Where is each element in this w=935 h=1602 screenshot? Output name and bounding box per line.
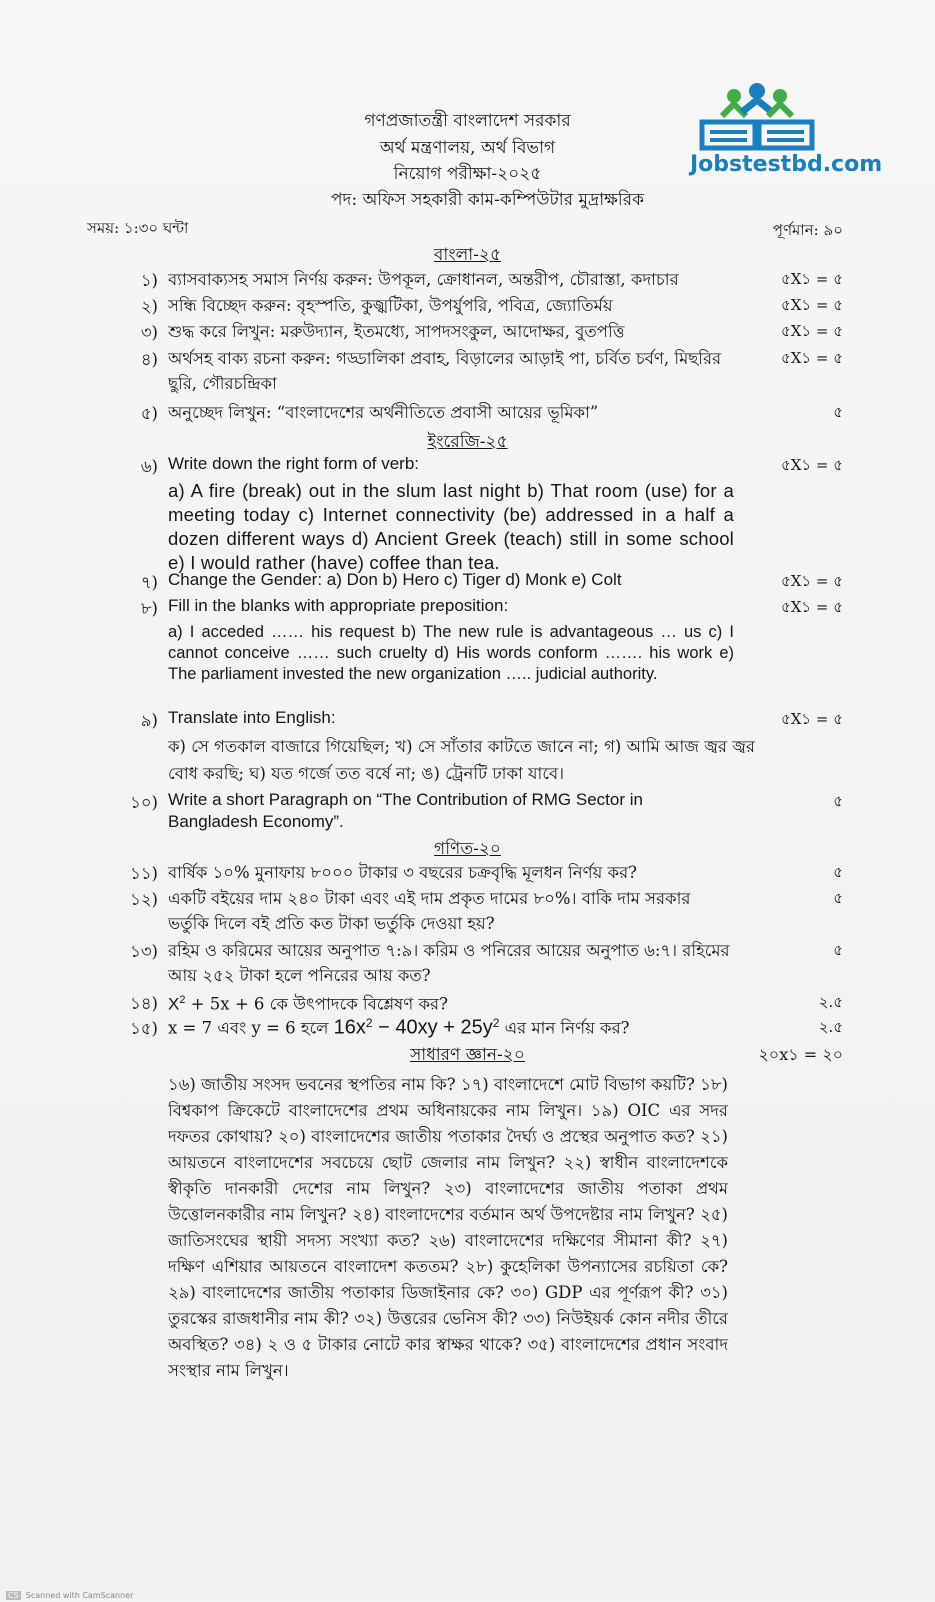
full-marks: পূর্ণমান: ৯০ [772,221,843,239]
section-english: ইংরেজি-২৫ [427,432,508,452]
section-gk: সাধারণ জ্ঞান-২০ [410,1045,525,1065]
camscanner-text: Scanned with CamScanner [25,1591,134,1600]
logo-text: Jobstestbd.com [690,152,883,177]
gk-paragraph: ১৬) জাতীয় সংসদ ভবনের স্থপতির নাম কি? ১৭) বাংলাদেশে মোট বিভাগ কয়টি? ১৮) বিশ্বকাপ ক্রিকেটে বাংলাদেশের প্রথম অধিনায়কের নাম লিখুন। ১৯) OIC এর সদর দফতর কোথায়? ২০) বাংলাদেশের জাতীয় পতাকার দৈর্ঘ্য ও প্রস্থের অনুপাত কত? ২১) আয়তনে বাংলাদেশের সবচেয়ে ছোট জেলার নাম লিখুন? ২২) স্বাধীন বাংলাদেশকে স্বীকৃতি দানকারী দেশের নাম লিখুন? ২৩) বাংলাদেশের জাতীয় পতাকা প্রথম উত্তোলনকারীর নাম লিখুন? ২৪) বাংলাদেশের বর্তমান অর্থ উপদেষ্টার নাম লিখুন? ২৫) জাতিসংঘের স্থায়ী সদস্য সংখ্যা কত? ২৬) বাংলাদেশের দক্ষিণের সীমানা কী? ২৭) দক্ষিণ এশিয়ার আয়তনে বাংলাদেশ কততম? ২৮) কুহেলিকা উপন্যাসের রচয়িতা কে? ২৯) বাংলাদেশের জাতীয় পতাকার ডিজাইনার কে? ৩০) GDP এর পূর্ণরূপ কী? ৩১) তুরস্কের রাজধানীর নাম কী? ৩২) উত্তরের ভেনিস কী? ৩৩) নিউইয়র্ক কোন নদীর তীরে অবস্থিত? ৩৪) ২ ও ৫ টাকার নোটে কার স্বাক্ষর থাকে? ৩৫) বাংলাদেশের প্রধান সংবাদ সংস্থার নাম লিখুন। [168,1075,728,1380]
section-bangla: বাংলা-২৫ [433,245,502,265]
question-6-items: a) A fire (break) out in the slum last night b) That room (use) for a meeting today c) Internet connectivity (be) addressed in a half a dozen different ways d) Ancient Greek (teach) still in some school e) I would rather (have) coffee than tea. [168,480,734,573]
gk-marks: ২০x১ = ২০ [758,1045,843,1064]
section-math: গণিত-২০ [434,839,501,859]
question-8-items: a) I acceded …… his request b) The new rule is advantageous … us c) I cannot conceive …… such cruelty d) His words conform ……. his work e) The parliament invested the new organization ….. judicial authority. [168,623,734,683]
exam-paper: Jobstestbd.com গণপ্রজাতন্ত্রী বাংলাদেশ সরকার অর্থ মন্ত্রণালয়, অর্থ বিভাগ নিয়োগ পরীক্ষা-২০২৫ পদ: অফিস সহকারী কাম-কম্পিউটার মুদ্রাক্ষরিক সময়: ১:৩০ ঘন্টা পূর্ণমান: ৯০ বাংলা-২৫ ১) ব্যাসবাক্যসহ সমাস নির্ণয় করুন: উপকূল, ক্রোধানল, অন্তরীপ, চৌরাস্তা, কদাচার ৫X১ = ৫ ২) সন্ধি বিচ্ছেদ করুন: বৃহস্পতি, কুজ্ঝটিকা, উপর্যুপরি, পবিত্র, জ্যোতির্ময় ৫X১ = ৫ ৩) শুদ্ধ করে লিখুন: মরুউদ্যান, ইতমধ্যে, সাপদসংকুল, আদোক্ষর, বুতপত্তি ৫X১ = ৫ ৪) অর্থসহ বাক্য রচনা করুন: গড্ডালিকা প্রবাহ, বিড়ালের আড়াই পা, চর্বিত চর্বণ, মিছরির ছুরি, গৌরচন্দ্রিকা ৫X১ = ৫ ৫) অনুচ্ছেদ লিখুন: “বাংলাদেশের অর্থনীতিতে প্রবাসী আয়ের ভূমিকা” ৫ ইংরেজি-২৫ ৬) Write down the right form of verb: ৫X১ = ৫ a) A fire (break) out in the slum last night b) That room (use) for a meeting today c) Internet connectivity (be) addressed in a half a dozen different ways d) Ancient Greek (teach) still in some school e) I would rather (have) coffee than tea. ৭) Change the Gender: a) Don b) Hero c) Tiger d) Monk e) Colt ৫X১ = ৫ ৮) Fill in the blanks with appropriate preposition: ৫X১ = ৫ a) I acceded …… his request b) The new rule is advantageous … us c) I cannot conceive …… such cruelty d) His words conform ……. his work e) The parliament invested the new organization ….. judicial authority. ৯) Translate into English: ৫X১ = ৫ ক) সে গতকাল বাজারে গিয়েছিল; খ) সে সাঁতার কাটতে জানে না; গ) আমি আজ জ্বর জ্বর বোধ করছি; ঘ) যত গর্জে তত বর্ষে না; ঙ) ট্রেনটি ঢাকা যাবে। ১০) Write a short Paragraph on “The Contribution of RMG Sector in Bangladesh Economy”. ৫ গণিত-২০ ১১) বার্ষিক ১০% মুনাফায় ৮০০০ টাকার ৩ বছরের চক্রবৃদ্ধি মূলধন নির্ণয় কর? ৫ ১২) একটি বইয়ের দাম ২৪০ টাকা এবং এই দাম প্রকৃত দামের ৮০%। বাকি দাম সরকার ভর্তুকি দিলে বই প্রতি কত টাকা ভর্তুকি দেওয়া হয়? ৫ ১৩) রহিম ও করিমের আয়ের অনুপাত ৭:৯। করিম ও পনিরের আয়ের অনুপাত ৬:৭। রহিমের আয় ২৫২ টাকা হলে পনিরের আয় কত? ৫ ১৪) $X^2 + 5x + 6$ কে উৎপাদকে বিশ্লেষণ কর? ২.৫ ১৫) x = 7 এবং y = 6 হলে $16x^2 - 40xy + 25y^2$ এর মান নির্ণয় কর? ২.৫ সাধারণ জ্ঞান-২০ ২০x১ = ২০ ১৬) জাতীয় সংসদ ভবনের স্থপতির নাম কি? ১৭) বাংলাদেশে মোট বিভাগ কয়টি? ১৮) বিশ্বকাপ ক্রিকেটে বাংলাদেশের প্রথম অধিনায়কের নাম লিখুন। ১৯) OIC এর সদর দফতর কোথায়? ২০) বাংলাদেশের জাতীয় পতাকার দৈর্ঘ্য ও প্রস্থের অনুপাত কত? ২১) আয়তনে বাংলাদেশের সবচেয়ে ছোট জেলার নাম লিখুন? ২২) স্বাধীন বাংলাদেশকে স্বীকৃতি দানকারী দেশের নাম লিখুন? ২৩) বাংলাদেশের জাতীয় পতাকা প্রথম উত্তোলনকারীর নাম লিখুন? ২৪) বাংলাদেশের বর্তমান অর্থ উপদেষ্টার নাম লিখুন? ২৫) জাতিসংঘের স্থায়ী সদস্য সংখ্যা কত? ২৬) বাংলাদেশের দক্ষিণের সীমানা কী? ২৭) দক্ষিণ এশিয়ার আয়তনে বাংলাদেশ কততম? ২৮) কুহেলিকা উপন্যাসের রচয়িতা কে? ২৯) বাংলাদেশের জাতীয় পতাকার ডিজাইনার কে? ৩০) GDP এর পূর্ণরূপ কী? ৩১) তুরস্কের রাজধানীর নাম কী? ৩২) উত্তরের ভেনিস কী? ৩৩) নিউইয়র্ক কোন নদীর তীরে অবস্থিত? ৩৪) ২ ও ৫ টাকার নোটে কার স্বাক্ষর থাকে? ৩৫) বাংলাদেশের প্রধান সংবাদ সংস্থার নাম লিখুন। CS Scanned with CamScanner [0,0,935,1599]
header-line-2: অর্থ মন্ত্রণালয়, অর্থ বিভাগ [379,138,556,158]
header-line-3: নিয়োগ পরীক্ষা-২০২৫ [393,164,542,184]
header-line-4: পদ: অফিস সহকারী কাম-কম্পিউটার মুদ্রাক্ষরিক [330,190,645,210]
scanner-watermark [6,1583,133,1602]
camscanner-badge: CS [8,1591,19,1600]
header-line-1: গণপ্রজাতন্ত্রী বাংলাদেশ সরকার [364,111,571,131]
exam-time: সময়: ১:৩০ ঘন্টা [87,219,189,237]
